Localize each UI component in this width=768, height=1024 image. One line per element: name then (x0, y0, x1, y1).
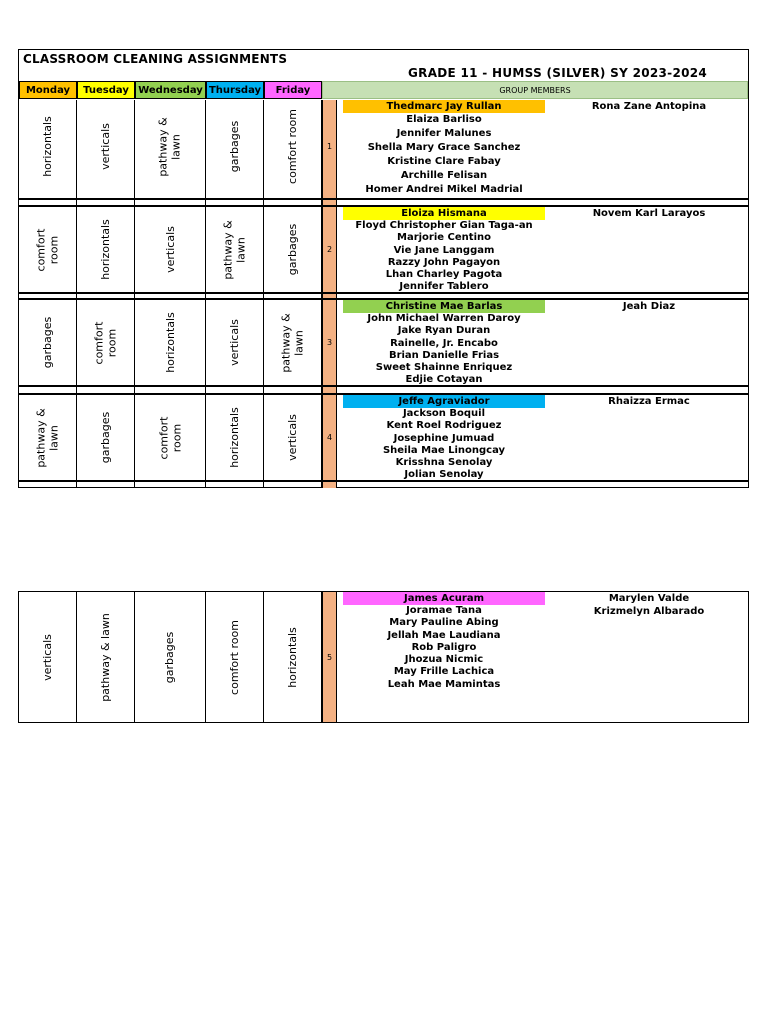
group-member: Jennifer Tablero (399, 281, 489, 293)
task-label: comfort room (34, 228, 61, 271)
group-member: Jhozua Nicmic (404, 654, 484, 666)
group-number: 4 (322, 395, 337, 480)
task-label: garbages (285, 223, 299, 276)
task-cell (19, 592, 77, 722)
group-member: Sweet Shainne Enriquez (375, 362, 513, 374)
row-divider (19, 393, 748, 395)
task-label: verticals (41, 633, 54, 681)
group-number: 3 (322, 300, 337, 385)
assistant-member: Rhaizza Ermac (608, 396, 690, 407)
task-cell (206, 395, 264, 480)
task-cell (135, 100, 206, 193)
assistant-member-list (549, 300, 749, 313)
group-members-header: GROUP MEMBERS (322, 81, 748, 99)
assistant-member-list (549, 592, 749, 618)
task-label: garbages (227, 120, 241, 173)
task-cell (264, 100, 322, 193)
group-member: Edjie Cotayan (405, 374, 483, 386)
day-header-thursday: Thursday (206, 81, 264, 99)
task-label: garbages (163, 631, 177, 683)
group-member: Rainelle, Jr. Encabo (390, 337, 498, 349)
group-row-5 (19, 592, 748, 722)
group-member: Shella Mary Grace Sanchez (367, 142, 521, 153)
group-member: Homer Andrei Mikel Madrial (365, 184, 523, 195)
group-row-4 (19, 395, 748, 480)
row-divider (19, 480, 748, 482)
task-label: garbages (40, 316, 54, 369)
task-label: verticals (228, 319, 241, 366)
cleaning-schedule-sheet-continued (18, 591, 749, 723)
task-cell (19, 100, 77, 193)
group-member: Razzy John Pagayon (387, 256, 501, 268)
task-label: horizontals (286, 626, 300, 688)
task-label: comfort room (228, 619, 242, 695)
task-label: comfort room (157, 416, 183, 459)
day-header-monday: Monday (19, 81, 77, 99)
day-header-tuesday: Tuesday (77, 81, 135, 99)
task-label: pathway & lawn (221, 219, 248, 280)
group-member: Marjorie Centino (397, 232, 491, 244)
group-leader: Christine Mae Barlas (343, 300, 545, 313)
assistant-member-list (549, 395, 749, 408)
group-member: Sheila Mae Linongcay (382, 444, 506, 456)
group-member: Kent Roel Rodriguez (386, 420, 502, 432)
task-cell (206, 207, 264, 292)
task-cell (206, 300, 264, 385)
assistant-member: Marylen Valde (608, 593, 690, 604)
group-leader: Jeffe Agraviador (343, 395, 545, 408)
assistant-member: Rona Zane Antopina (591, 101, 707, 112)
task-label: horizontals (163, 312, 177, 373)
group-member-list (339, 300, 549, 387)
task-cell (264, 395, 322, 480)
group-member: Rob Paligro (411, 641, 477, 653)
row-divider (19, 298, 748, 300)
task-cell (264, 592, 322, 722)
row-divider (19, 198, 748, 200)
cleaning-schedule-sheet (18, 49, 749, 488)
task-label: horizontals (41, 116, 55, 177)
assistant-member-list (549, 100, 749, 113)
task-label: pathway & lawn (279, 312, 306, 373)
group-member-list (339, 207, 549, 294)
task-label: verticals (99, 123, 112, 170)
group-member-list (339, 395, 549, 482)
group-row-1 (19, 100, 748, 193)
group-leader: James Acuram (343, 592, 545, 605)
task-cell (77, 100, 135, 193)
group-member: John Michael Warren Daroy (367, 313, 521, 324)
group-member: Josephine Jumuad (393, 432, 495, 444)
task-cell (264, 207, 322, 292)
group-leader: Eloiza Hismana (343, 207, 545, 220)
row-divider (19, 292, 748, 294)
group-member: Jake Ryan Duran (397, 325, 491, 337)
task-cell (135, 395, 206, 480)
task-cell (77, 207, 135, 292)
assistant-member-list (549, 207, 749, 220)
day-header-wednesday: Wednesday (135, 81, 206, 99)
group-leader: Thedmarc Jay Rullan (343, 100, 545, 113)
task-cell (77, 592, 135, 722)
group-member: Brian Danielle Frias (388, 349, 500, 361)
task-cell (135, 592, 206, 722)
group-member: Kristine Clare Fabay (387, 156, 501, 167)
group-member: Leah Mae Mamintas (387, 678, 501, 690)
task-label: horizontals (228, 407, 242, 468)
assistant-member: Krizmelyn Albarado (593, 606, 705, 617)
group-member-list (339, 100, 549, 197)
task-label: verticals (286, 414, 299, 461)
task-label: pathway & lawn (157, 116, 183, 177)
row-divider (19, 205, 748, 207)
group-member: Jennifer Malunes (396, 128, 492, 139)
sheet-title: CLASSROOM CLEANING ASSIGNMENTS (23, 52, 288, 66)
task-cell (206, 100, 264, 193)
task-label: pathway & lawn (99, 612, 112, 702)
task-label: comfort room (92, 321, 119, 364)
group-member: Vie Jane Langgam (393, 244, 495, 256)
task-cell (135, 207, 206, 292)
task-cell (19, 300, 77, 385)
assistant-member: Jeah Diaz (622, 301, 676, 312)
group-member: Elaiza Barliso (406, 114, 482, 125)
group-member-list (339, 592, 549, 691)
task-label: garbages (98, 411, 112, 464)
group-member: Archille Felisan (400, 170, 488, 181)
group-member: Jackson Boquil (402, 408, 486, 419)
group-member: Krisshna Senolay (395, 457, 493, 469)
day-header-friday: Friday (264, 81, 322, 99)
task-cell (206, 592, 264, 722)
task-cell (19, 207, 77, 292)
task-cell (77, 300, 135, 385)
task-label: verticals (163, 226, 177, 273)
group-member: May Frille Lachica (393, 666, 495, 678)
task-cell (19, 395, 77, 480)
group-member: Floyd Christopher Gian Taga-an (355, 220, 533, 231)
task-cell (135, 300, 206, 385)
group-member: Mary Pauline Abing (389, 617, 499, 629)
group-member: Joramae Tana (406, 605, 482, 616)
task-cell (264, 300, 322, 385)
group-number: 2 (322, 207, 337, 292)
task-label: comfort room (286, 109, 300, 184)
group-number: 1 (322, 100, 337, 193)
group-member: Lhan Charley Pagota (385, 269, 503, 281)
task-label: pathway & lawn (34, 407, 61, 468)
task-cell (77, 395, 135, 480)
sheet-subtitle: GRADE 11 - HUMSS (SILVER) SY 2023-2024 (408, 66, 708, 80)
row-divider (19, 385, 748, 387)
assistant-member: Novem Karl Larayos (592, 208, 706, 219)
group-row-3 (19, 300, 748, 385)
group-row-2 (19, 207, 748, 292)
group-member: Jolian Senolay (404, 469, 484, 481)
task-label: horizontals (99, 219, 113, 280)
group-number: 5 (322, 592, 337, 722)
group-member: Jellah Mae Laudiana (387, 629, 501, 641)
